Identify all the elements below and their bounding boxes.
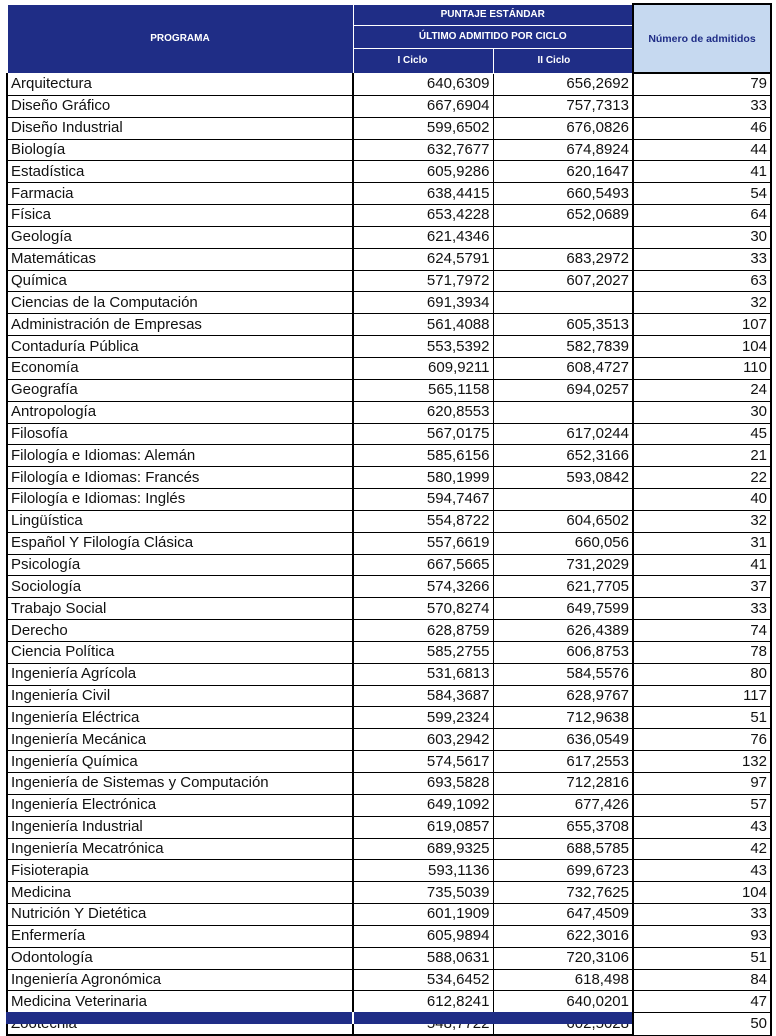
header-numero-admitidos: Número de admitidos [633,4,771,73]
cell-programa: Física [7,205,353,227]
cell-ciclo-2: 617,0244 [493,423,633,445]
cell-programa: Nutrición Y Dietética [7,904,353,926]
table-row [7,641,771,663]
cell-ciclo-1: 653,4228 [353,205,493,227]
cell-ciclo-1: 667,6904 [353,95,493,117]
cell-admitidos: 104 [633,882,771,904]
cell-ciclo-2 [493,292,633,314]
cell-ciclo-1: 603,2942 [353,729,493,751]
cell-programa: Administración de Empresas [7,314,353,336]
cell-programa: Trabajo Social [7,598,353,620]
cell-programa: Ingeniería de Sistemas y Computación [7,773,353,795]
cell-ciclo-2: 621,7705 [493,576,633,598]
cell-admitidos: 57 [633,794,771,816]
cell-ciclo-2: 656,2692 [493,73,633,95]
cell-admitidos: 110 [633,357,771,379]
table-row [7,314,771,336]
cell-programa: Geología [7,226,353,248]
table-row [7,270,771,292]
cell-ciclo-2: 582,7839 [493,336,633,358]
cell-ciclo-1: 571,7972 [353,270,493,292]
table-row [7,685,771,707]
cell-ciclo-2: 628,9767 [493,685,633,707]
table-row [7,947,771,969]
cell-ciclo-1: 612,8241 [353,991,493,1013]
cell-ciclo-2 [493,489,633,511]
cell-admitidos: 32 [633,292,771,314]
cell-ciclo-2: 604,6502 [493,510,633,532]
cell-programa: Filosofía [7,423,353,445]
cell-programa: Odontología [7,947,353,969]
cell-ciclo-1: 594,7467 [353,489,493,511]
cell-programa: Medicina Veterinaria [7,991,353,1013]
cell-ciclo-2: 660,5493 [493,183,633,205]
cell-programa: Filología e Idiomas: Alemán [7,445,353,467]
table-row [7,117,771,139]
cell-ciclo-1: 640,6309 [353,73,493,95]
cell-ciclo-1: 605,9286 [353,161,493,183]
cell-ciclo-1: 570,8274 [353,598,493,620]
cell-admitidos: 107 [633,314,771,336]
cell-ciclo-1: 557,6619 [353,532,493,554]
cell-ciclo-1: 585,2755 [353,641,493,663]
cell-programa: Antropología [7,401,353,423]
cell-admitidos: 45 [633,423,771,445]
cell-ciclo-1: 632,7677 [353,139,493,161]
table-row [7,773,771,795]
cell-programa: Lingüística [7,510,353,532]
table-row [7,860,771,882]
cell-ciclo-1: 585,6156 [353,445,493,467]
cell-admitidos: 79 [633,73,771,95]
table-row [7,95,771,117]
cell-ciclo-1: 691,3934 [353,292,493,314]
table-row [7,423,771,445]
cell-ciclo-2: 622,3016 [493,925,633,947]
cell-ciclo-2: 688,5785 [493,838,633,860]
cell-ciclo-2: 677,426 [493,794,633,816]
admissions-table-frame [6,3,770,1036]
header-programa: PROGRAMA [7,4,353,73]
table-row [7,794,771,816]
cell-ciclo-1: 638,4415 [353,183,493,205]
cell-ciclo-2: 652,0689 [493,205,633,227]
cell-ciclo-1: 624,5791 [353,248,493,270]
table-row [7,707,771,729]
table-row [7,336,771,358]
cell-admitidos: 132 [633,751,771,773]
table-row [7,183,771,205]
cell-ciclo-2: 757,7313 [493,95,633,117]
table-row [7,751,771,773]
cell-admitidos: 33 [633,95,771,117]
cell-ciclo-1: 580,1999 [353,467,493,489]
cell-ciclo-2: 676,0826 [493,117,633,139]
footer-separator [352,1012,354,1024]
table-body [7,73,771,1035]
cell-admitidos: 80 [633,663,771,685]
cell-admitidos: 50 [633,1013,771,1035]
cell-admitidos: 24 [633,379,771,401]
table-row [7,401,771,423]
cell-ciclo-2: 608,4727 [493,357,633,379]
cell-ciclo-1: 565,1158 [353,379,493,401]
table-row [7,925,771,947]
cell-programa: Matemáticas [7,248,353,270]
cell-ciclo-1: 605,9894 [353,925,493,947]
cell-ciclo-2: 605,3513 [493,314,633,336]
cell-ciclo-1: 584,3687 [353,685,493,707]
cell-ciclo-2: 699,6723 [493,860,633,882]
cell-admitidos: 97 [633,773,771,795]
cell-admitidos: 33 [633,904,771,926]
table-row [7,969,771,991]
cell-admitidos: 46 [633,117,771,139]
cell-ciclo-1: 735,5039 [353,882,493,904]
cell-admitidos: 78 [633,641,771,663]
cell-ciclo-1: 628,8759 [353,620,493,642]
cell-ciclo-2: 720,3106 [493,947,633,969]
table-row [7,379,771,401]
cell-ciclo-1: 621,4346 [353,226,493,248]
cell-programa: Enfermería [7,925,353,947]
table-row [7,532,771,554]
cell-programa: Ingeniería Química [7,751,353,773]
cell-ciclo-2: 620,1647 [493,161,633,183]
cell-programa: Sociología [7,576,353,598]
cell-programa: Ingeniería Eléctrica [7,707,353,729]
cell-programa: Estadística [7,161,353,183]
cell-admitidos: 43 [633,816,771,838]
cell-ciclo-2: 694,0257 [493,379,633,401]
cell-admitidos: 104 [633,336,771,358]
cell-admitidos: 64 [633,205,771,227]
cell-programa: Geografía [7,379,353,401]
table-row [7,663,771,685]
cell-admitidos: 84 [633,969,771,991]
cell-programa: Diseño Gráfico [7,95,353,117]
cell-admitidos: 33 [633,248,771,270]
table-row [7,576,771,598]
table-row [7,882,771,904]
table-row [7,357,771,379]
cell-programa: Ingeniería Civil [7,685,353,707]
admissions-table [6,3,772,1036]
header-ciclo-1: I Ciclo [353,48,493,73]
cell-ciclo-2: 712,2816 [493,773,633,795]
cell-ciclo-1: 689,9325 [353,838,493,860]
cell-admitidos: 37 [633,576,771,598]
cell-programa: Ingeniería Mecánica [7,729,353,751]
cell-admitidos: 43 [633,860,771,882]
cell-ciclo-2: 617,2553 [493,751,633,773]
table-row [7,226,771,248]
table-row [7,816,771,838]
cell-ciclo-2: 626,4389 [493,620,633,642]
cell-admitidos: 30 [633,401,771,423]
header-ciclo-2: II Ciclo [493,48,633,73]
cell-admitidos: 74 [633,620,771,642]
cell-programa: Filología e Idiomas: Francés [7,467,353,489]
table-row [7,248,771,270]
cell-ciclo-2 [493,226,633,248]
cell-admitidos: 21 [633,445,771,467]
cell-ciclo-2: 593,0842 [493,467,633,489]
cell-ciclo-2: 652,3166 [493,445,633,467]
cell-admitidos: 40 [633,489,771,511]
cell-programa: Medicina [7,882,353,904]
cell-ciclo-2: 731,2029 [493,554,633,576]
cell-ciclo-1: 620,8553 [353,401,493,423]
cell-ciclo-1: 693,5828 [353,773,493,795]
cell-admitidos: 42 [633,838,771,860]
cell-ciclo-2: 655,3708 [493,816,633,838]
cell-programa: Fisioterapia [7,860,353,882]
cell-ciclo-1: 599,2324 [353,707,493,729]
cell-ciclo-1: 574,5617 [353,751,493,773]
cell-ciclo-1: 567,0175 [353,423,493,445]
table-row [7,991,771,1013]
cell-ciclo-1: 553,5392 [353,336,493,358]
cell-programa: Ingeniería Industrial [7,816,353,838]
cell-ciclo-2: 683,2972 [493,248,633,270]
cell-ciclo-2: 607,2027 [493,270,633,292]
cell-admitidos: 31 [633,532,771,554]
cell-admitidos: 32 [633,510,771,532]
cell-admitidos: 76 [633,729,771,751]
cell-programa: Biología [7,139,353,161]
cell-ciclo-1: 667,5665 [353,554,493,576]
table-row [7,467,771,489]
cell-ciclo-1: 649,1092 [353,794,493,816]
cell-ciclo-1: 619,0857 [353,816,493,838]
cell-ciclo-2: 732,7625 [493,882,633,904]
cell-ciclo-1: 601,1909 [353,904,493,926]
cell-ciclo-1: 531,6813 [353,663,493,685]
table-row [7,838,771,860]
cell-ciclo-1: 599,6502 [353,117,493,139]
cell-admitidos: 63 [633,270,771,292]
cell-programa: Español Y Filología Clásica [7,532,353,554]
cell-admitidos: 47 [633,991,771,1013]
cell-ciclo-2 [493,401,633,423]
header-puntaje-estandar: PUNTAJE ESTÁNDAR [353,4,633,25]
cell-admitidos: 117 [633,685,771,707]
cell-ciclo-1: 554,8722 [353,510,493,532]
cell-programa: Derecho [7,620,353,642]
cell-ciclo-2: 674,8924 [493,139,633,161]
cell-programa: Economía [7,357,353,379]
cell-programa: Ingeniería Agronómica [7,969,353,991]
table-row [7,161,771,183]
table-row [7,489,771,511]
table-row [7,620,771,642]
cell-programa: Ciencia Política [7,641,353,663]
cell-ciclo-1: 534,6452 [353,969,493,991]
cell-ciclo-1: 588,0631 [353,947,493,969]
cell-ciclo-2: 584,5576 [493,663,633,685]
table-row [7,139,771,161]
cell-programa: Contaduría Pública [7,336,353,358]
table-row [7,292,771,314]
table-row [7,73,771,95]
cell-admitidos: 51 [633,707,771,729]
table-row [7,729,771,751]
cell-programa: Farmacia [7,183,353,205]
cell-admitidos: 33 [633,598,771,620]
cell-admitidos: 30 [633,226,771,248]
cell-programa: Ingeniería Mecatrónica [7,838,353,860]
cell-admitidos: 93 [633,925,771,947]
cell-programa: Diseño Industrial [7,117,353,139]
cell-programa: Psicología [7,554,353,576]
table-row [7,510,771,532]
table-row [7,904,771,926]
cell-ciclo-2: 647,4509 [493,904,633,926]
cell-ciclo-2: 618,498 [493,969,633,991]
cell-ciclo-1: 561,4088 [353,314,493,336]
cell-ciclo-2: 636,0549 [493,729,633,751]
cell-ciclo-1: 593,1136 [353,860,493,882]
cell-ciclo-1: 609,9211 [353,357,493,379]
cell-ciclo-2: 606,8753 [493,641,633,663]
header-ultimo-admitido: ÚLTIMO ADMITIDO POR CICLO [353,25,633,48]
cell-programa: Química [7,270,353,292]
table-row [7,598,771,620]
cell-ciclo-2: 649,7599 [493,598,633,620]
cell-admitidos: 22 [633,467,771,489]
cell-admitidos: 44 [633,139,771,161]
cell-admitidos: 51 [633,947,771,969]
table-row [7,554,771,576]
cell-ciclo-1: 574,3266 [353,576,493,598]
cell-programa: Ciencias de la Computación [7,292,353,314]
cell-admitidos: 41 [633,161,771,183]
table-row [7,445,771,467]
cell-ciclo-2: 640,0201 [493,991,633,1013]
cell-ciclo-2: 712,9638 [493,707,633,729]
cell-admitidos: 54 [633,183,771,205]
cell-programa: Filología e Idiomas: Inglés [7,489,353,511]
cell-ciclo-2: 660,056 [493,532,633,554]
cell-programa: Ingeniería Agrícola [7,663,353,685]
table-row [7,205,771,227]
table-footer-bar [6,1012,632,1024]
cell-programa: Arquitectura [7,73,353,95]
cell-admitidos: 41 [633,554,771,576]
cell-programa: Ingeniería Electrónica [7,794,353,816]
